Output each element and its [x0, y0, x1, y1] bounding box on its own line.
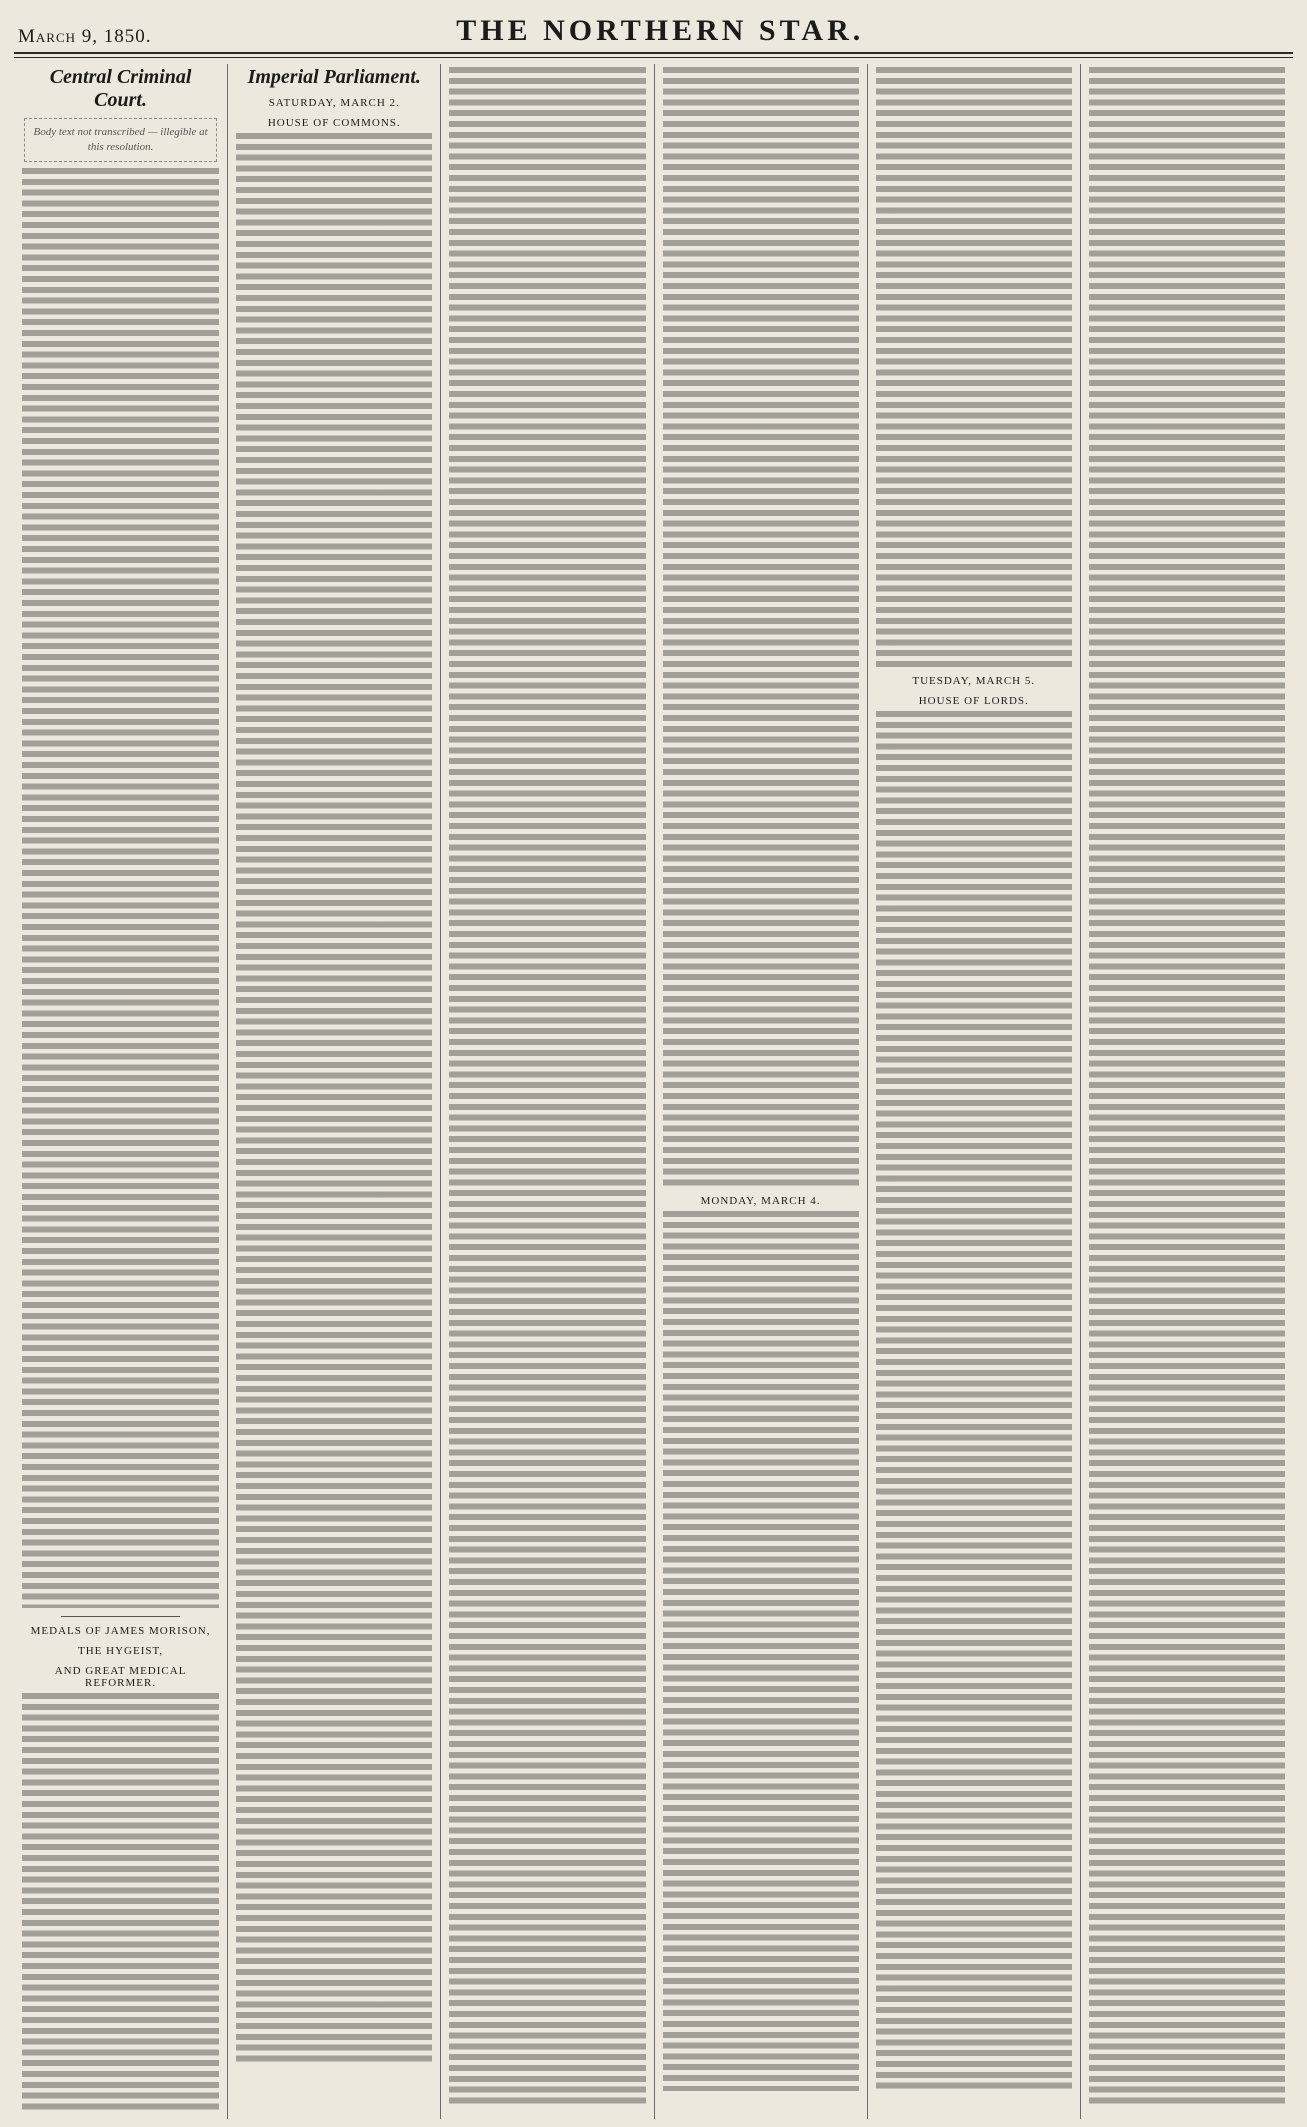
section-heading-central-criminal-court: Central Criminal Court. [49, 66, 192, 111]
article-body [236, 133, 432, 2063]
ad-subheading-hygeist: THE HYGEIST, [78, 1644, 164, 1657]
column-4 [654, 64, 867, 2119]
article-body [876, 711, 1072, 2091]
column-5 [867, 64, 1080, 2119]
article-body [663, 67, 859, 1187]
article-body [876, 67, 1072, 667]
article-body [449, 67, 645, 2107]
date-subheading: TUESDAY, MARCH 5. [912, 675, 1036, 687]
column-6 [1080, 64, 1293, 2119]
house-subheading: HOUSE OF LORDS. [918, 695, 1029, 707]
date-subheading: MONDAY, MARCH 4. [700, 1195, 821, 1207]
column-1 [14, 64, 227, 2119]
ad-heading-medals: MEDALS OF JAMES MORISON, [30, 1624, 211, 1637]
masthead [14, 8, 1293, 54]
house-subheading: HOUSE OF COMMONS. [267, 117, 401, 129]
article-body [22, 168, 219, 1608]
issue-date: March 9, 1850. [18, 26, 152, 47]
date-subheading: SATURDAY, MARCH 2. [268, 97, 400, 109]
divider [61, 1616, 179, 1617]
columns [14, 64, 1293, 2119]
ad-body [22, 1693, 219, 2113]
newspaper-title: THE NORTHERN STAR. [456, 14, 865, 47]
masthead-rule [14, 54, 1293, 58]
ad-subheading-reformer: AND GREAT MEDICAL REFORMER. [54, 1664, 187, 1689]
section-heading-imperial-parliament: Imperial Parliament. [247, 66, 421, 88]
transcription-note: Body text not transcribed — illegible at this resolution. [24, 118, 217, 162]
article-body [663, 1211, 859, 2091]
column-3 [440, 64, 653, 2119]
article-body [1089, 67, 1285, 2107]
column-2 [227, 64, 440, 2119]
